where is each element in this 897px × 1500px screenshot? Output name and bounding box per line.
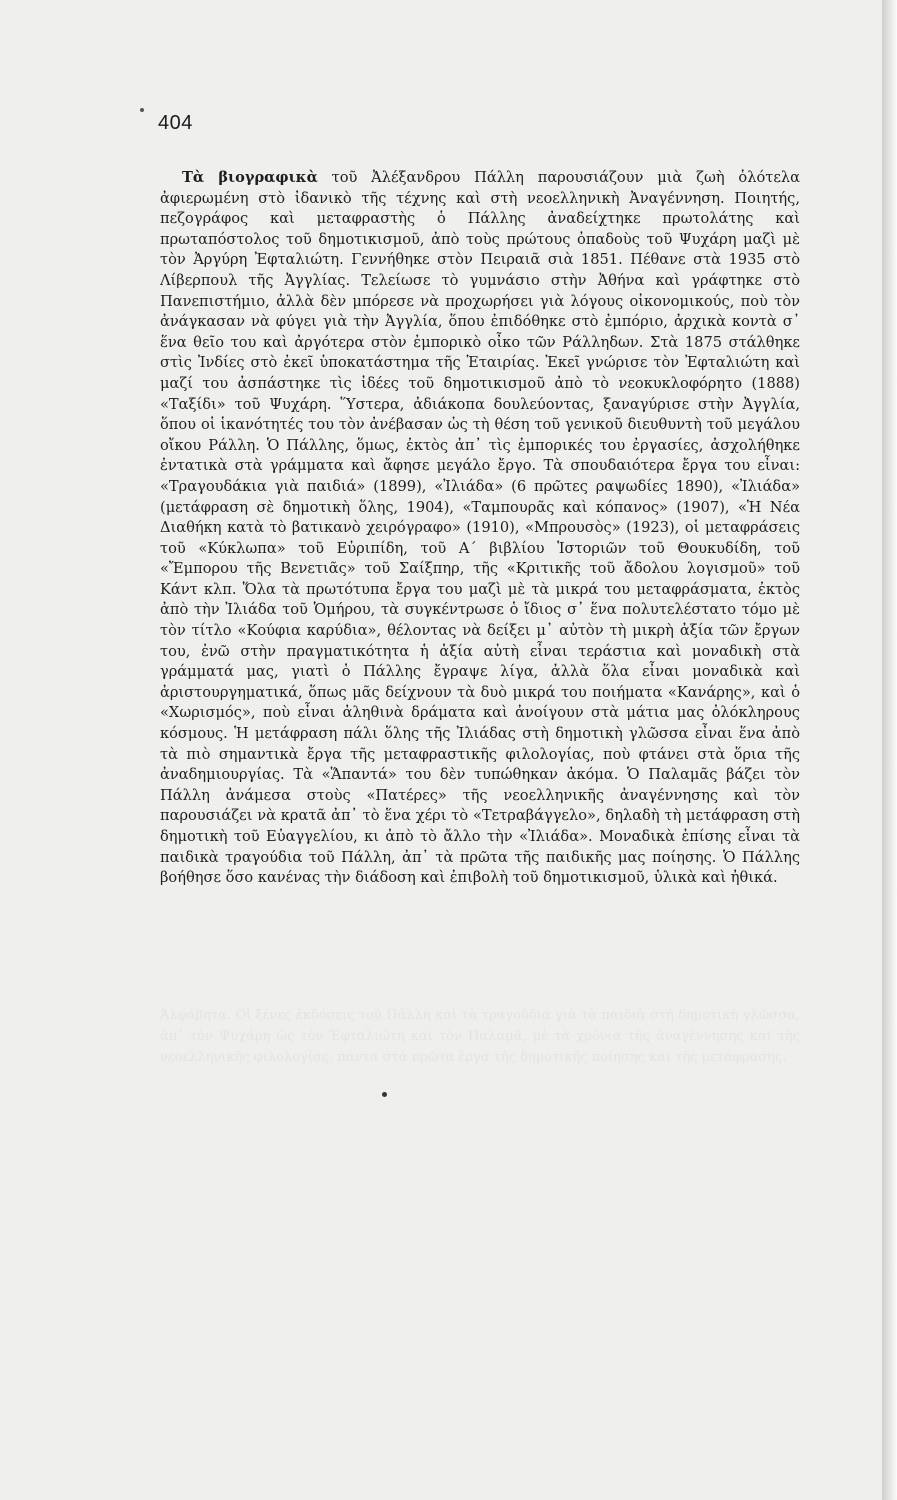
print-dot: [382, 1092, 387, 1097]
bleed-through-text: Ἀλφάβητα. Οἱ ξένες ἐκδόσεις τοῦ Πάλλη καὶ τὰ τραγούδια γιὰ τὰ παιδιὰ στὴ δημοτικὴ γλῶσσα, ἀπ᾽ τὸν Ψυχάρη ὡς τὸν Ἐφταλιώτη καὶ τὸν Παλαμᾶ, μὲ τὰ χρόνια τῆς ἀναγέννησης καὶ τῆς νεοελληνικῆς φιλολογίας, πάντα στὰ πρῶτα ἔργα τῆς δημοτικῆς ποίησης καὶ τῆς μετάφρασης.: [160, 1008, 800, 1065]
paragraph-lead: Τὰ βιογραφικὰ: [182, 169, 318, 186]
paragraph-text: τοῦ Ἀλέξανδρου Πάλλη παρουσιάζουν μιὰ ζωὴ ὁλότελα ἀφιερωμένη στὸ ἰδανικὸ τῆς τέχνης καὶ στὴ νεοελληνικὴ Ἀναγέννηση. Ποιητής, πεζογράφος καὶ μεταφραστὴς ὁ Πάλλης ἀναδείχτηκε πρωτολάτης καὶ πρωταπόστολος τοῦ δημοτικισμοῦ, ἀπὸ τοὺς πρώτους ὀπαδοὺς τοῦ Ψυχάρη μαζὶ μὲ τὸν Ἀργύρη Ἐφταλιώτη. Γεννήθηκε στὸν Πειραιᾶ σιὰ 1851. Πέθανε στὰ 1935 στὸ Λίβερπουλ τῆς Ἀγγλίας. Τελείωσε τὸ γυμνάσιο στὴν Ἀθήνα καὶ γράφτηκε στὸ Πανεπιστήμιο, ἀλλὰ δὲν μπόρεσε νὰ προχωρήσει γιὰ λόγους οἰκονομικούς, ποὺ τὸν ἀνάγκασαν νὰ φύγει γιὰ τὴν Ἀγγλία, ὅπου ἐπιδόθηκε στὸ ἐμπόριο, ἀρχικὰ κοντὰ σ᾽ ἕνα θεῖο του καὶ ἀργότερα στὸν ἐμπορικὸ οἶκο τῶν Ράλληδων. Στὰ 1875 στάλθηκε στὶς Ἰνδίες στὸ ἐκεῖ ὑποκατάστημα τῆς Ἑταιρίας. Ἐκεῖ γνώρισε τὸν Ἐφταλιώτη καὶ μαζί του ἀσπάστηκε τὶς ἰδέες τοῦ δημοτικισμοῦ ἀπὸ τὸ νεοκυκλοφόρητο (1888) «Ταξίδι» τοῦ Ψυχάρη. Ὕστερα, ἀδιάκοπα δουλεύοντας, ξαναγύρισε στὴν Ἀγγλία, ὅπου οἱ ἱκανότητές του τὸν ἀνέβασαν ὡς τὴ θέση τοῦ γενικοῦ διευθυντὴ τοῦ μεγάλου οἴκου Ράλλη. Ὁ Πάλλης, ὅμως, ἐκτὸς ἀπ᾽ τὶς ἐμπορικές του ἐργασίες, ἀσχολήθηκε ἐντατικὰ στὰ γράμματα καὶ ἄφησε μεγάλο ἔργο. Τὰ σπουδαιότερα ἔργα του εἶναι: «Τραγουδάκια γιὰ παιδιά» (1899), «Ἰλιάδα» (6 πρῶτες ραψωδίες 1890), «Ἰλιάδα» (μετάφραση σὲ δημοτικὴ ὅλης, 1904), «Ταμπουρᾶς καὶ κόπανος» (1907), «Ἡ Νέα Διαθήκη κατὰ τὸ βατικανὸ χειρόγραφο» (1910), «Μπρουσὸς» (1923), οἱ μεταφράσεις τοῦ «Κύκλωπα» τοῦ Εὐριπίδη, τοῦ Α΄ βιβλίου Ἱστοριῶν τοῦ Θουκυδίδη, τοῦ «Ἔμπορου τῆς Βενετιᾶς» τοῦ Σαίξπηρ, τῆς «Κριτικῆς τοῦ ἄδολου λογισμοῦ» τοῦ Κάντ κλπ. Ὅλα τὰ πρωτότυπα ἔργα του μαζὶ μὲ τὰ μικρά του μεταφράσματα, ἐκτὸς ἀπὸ τὴν Ἰλιάδα τοῦ Ὁμήρου, τὰ συγκέντρωσε ὁ ἴδιος σ᾽ ἕνα πολυτελέστατο τόμο μὲ τὸν τίτλο «Κούφια καρύδια», θέλοντας νὰ δείξει μ᾽ αὐτὸν τὴ μικρὴ ἀξία τῶν ἔργων του, ἐνῶ στὴν πραγματικότητα ἡ ἀξία αὐτὴ εἶναι τεράστια καὶ μοναδικὴ στὰ γράμματά μας, γιατὶ ὁ Πάλλης ἔγραψε λίγα, ἀλλὰ ὅλα εἶναι μοναδικὰ καὶ ἀριστουργηματικά, ὅπως μᾶς δείχνουν τὰ δυὸ μικρά του ποιήματα «Κανάρης», καὶ ὁ «Χωρισμός», ποὺ εἶναι ἀληθινὰ δράματα καὶ ἀνοίγουν στὰ μάτια μας ὁλόκληρους κόσμους. Ἡ μετάφραση πάλι ὅλης τῆς Ἰλιάδας στὴ δημοτικὴ γλῶσσα εἶναι ἕνα ἀπὸ τὰ πιὸ σημαντικὰ ἔργα τῆς μεταφραστικῆς φιλολογίας, ποὺ φτάνει στὰ ὅρια τῆς ἀναδημιουργίας. Τὰ «Ἅπαντά» του δὲν τυπώθηκαν ἀκόμα. Ὁ Παλαμᾶς βάζει τὸν Πάλλη ἀνάμεσα στοὺς «Πατέρες» τῆς νεοελληνικῆς ἀναγέννησης καὶ τὸν παρουσιάζει νὰ κρατᾶ ἀπ᾽ τὸ ἕνα χέρι τὸ «Τετραβάγγελο», δηλαδὴ τὴ μετάφραση στὴ δημοτικὴ τοῦ Εὐαγγελίου, κι ἀπὸ τὸ ἄλλο τὴν «Ἰλιάδα». Μοναδικὰ ἐπίσης εἶναι τὰ παιδικὰ τραγούδια τοῦ Πάλλη, ἀπ᾽ τὰ πρῶτα τῆς παιδικῆς μας ποίησης. Ὁ Πάλλης βοήθησε ὅσο κανένας τὴν διάδοση καὶ ἐπιβολὴ τοῦ δημοτικισμοῦ, ὑλικὰ καὶ ἠθικά.: [160, 169, 800, 887]
page-number: 404: [158, 112, 193, 134]
biography-paragraph: [160, 168, 800, 889]
page-edge-shadow: [882, 0, 897, 1500]
print-speck: [140, 108, 144, 112]
